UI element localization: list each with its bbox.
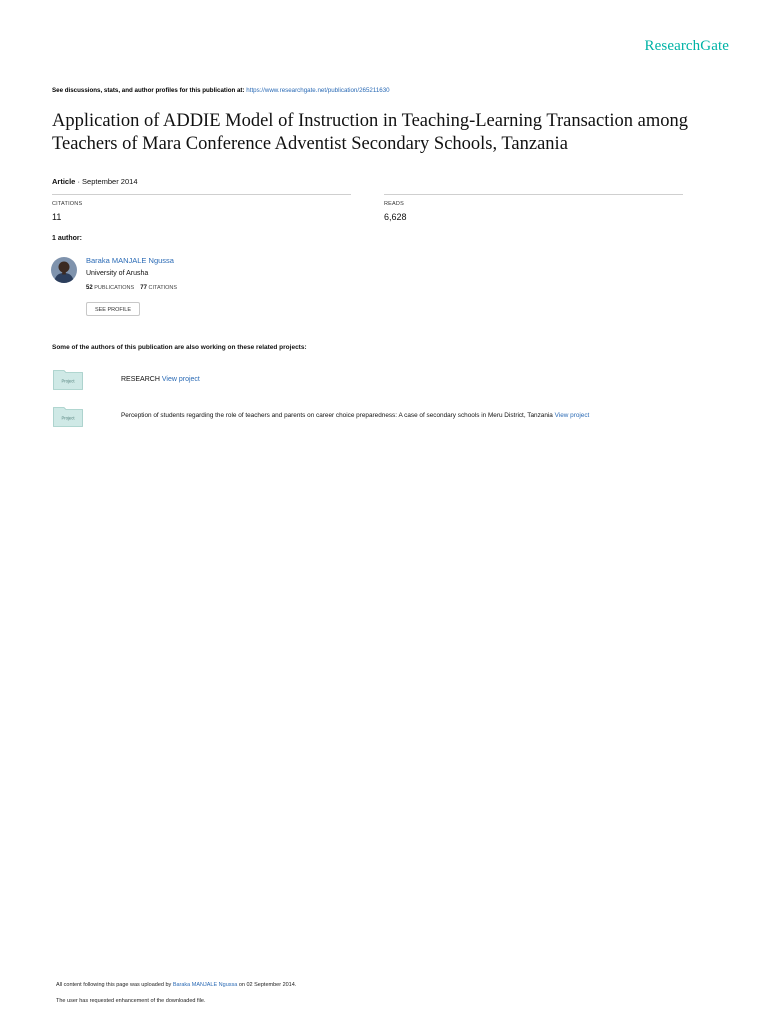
author-stats bbox=[86, 285, 177, 291]
uploaded-prefix: All content following this page was uploaded by bbox=[56, 982, 172, 988]
citations-label: CITATIONS bbox=[52, 201, 83, 207]
project-folder-icon bbox=[53, 406, 83, 427]
citations-value: 11 bbox=[52, 212, 62, 222]
publication-title: Application of ADDIE Model of Instruction in Teaching-Learning Transaction among Teachers of Mara Conference Adventist Secondary Schools, Tanzania bbox=[52, 111, 688, 154]
author-publications-label: PUBLICATIONS bbox=[94, 285, 135, 291]
see-profile-button[interactable]: SEE PROFILE bbox=[86, 302, 140, 316]
view-project-link[interactable]: View project bbox=[161, 376, 200, 383]
avatar-portrait-icon bbox=[51, 257, 77, 283]
publication-meta bbox=[52, 177, 138, 186]
publication-url-link[interactable]: https://www.researchgate.net/publication/265211630 bbox=[246, 87, 390, 94]
discussion-line bbox=[52, 87, 390, 94]
author-citations-count: 77 bbox=[140, 285, 147, 291]
project-folder-icon bbox=[53, 369, 83, 390]
publication-type: Article bbox=[52, 177, 76, 186]
author-publications-count: 52 bbox=[86, 285, 93, 291]
uploaded-suffix: on 02 September 2014. bbox=[238, 982, 297, 988]
author-institution: University of Arusha bbox=[86, 270, 149, 277]
project-title: Perception of students regarding the role of teachers and parents on career choice preparedness: A case of secondary schools in Meru District, Tanzania bbox=[121, 412, 553, 419]
uploaded-notice bbox=[56, 982, 296, 988]
authors-heading: 1 author: bbox=[52, 235, 82, 242]
author-avatar[interactable] bbox=[51, 257, 77, 283]
view-project-link[interactable]: View project bbox=[554, 412, 590, 419]
reads-label: READS bbox=[384, 201, 404, 207]
researchgate-logo[interactable]: ResearchGate bbox=[644, 38, 729, 54]
author-name-link[interactable]: Baraka MANJALE Ngussa bbox=[86, 256, 174, 265]
citations-divider bbox=[52, 194, 351, 195]
project-item bbox=[121, 412, 589, 419]
discussion-text: See discussions, stats, and author profiles for this publication at: bbox=[52, 87, 245, 94]
meta-separator: · bbox=[77, 177, 80, 186]
reads-divider bbox=[384, 194, 683, 195]
project-item bbox=[121, 376, 200, 383]
project-icon-label: Project bbox=[61, 378, 75, 384]
author-citations-label: CITATIONS bbox=[148, 285, 178, 291]
project-title: RESEARCH bbox=[121, 376, 160, 383]
reads-value: 6,628 bbox=[384, 212, 407, 222]
related-projects-heading: Some of the authors of this publication are also working on these related projects: bbox=[52, 344, 307, 351]
project-icon-label: Project bbox=[61, 415, 75, 421]
enhancement-notice: The user has requested enhancement of the downloaded file. bbox=[56, 998, 206, 1004]
uploader-link[interactable]: Baraka MANJALE Ngussa bbox=[172, 982, 238, 988]
publication-date: September 2014 bbox=[82, 177, 138, 186]
